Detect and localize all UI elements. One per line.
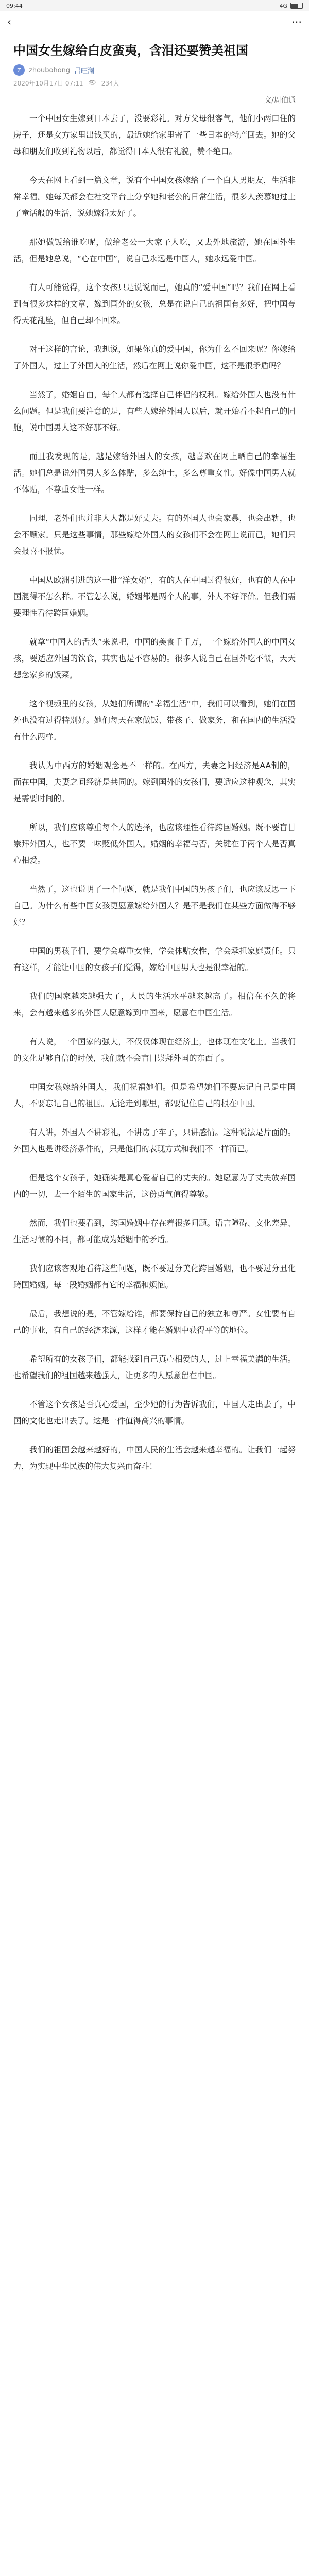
article-paragraph: 中国从欧洲引进的这一批“洋女婿”，有的人在中国过得很好，也有的人在中国混得不怎么样。不管怎么说，婚姻都是两个人的事，外人不好评价。但我们需要理性看待跨国婚姻。 <box>13 575 296 618</box>
publish-date: 2020年10月17日 07:11 <box>13 80 83 87</box>
article-paragraph: 但是这个女孩子，她确实是真心爱着自己的丈夫的。她愿意为了丈夫放弃国内的一切，去一个陌生的国家生活，这份勇气值得尊敬。 <box>13 1173 296 1199</box>
signal-indicator: 4G <box>279 2 287 9</box>
article-paragraph: 那她做饭给谁吃呢，做给老公一大家子人吃，又去外地旅游，她在国外生活，但是她总说，“心在中国”，说自己永远是中国人，她永远爱中国。 <box>13 238 296 263</box>
author-name[interactable]: zhoubohong <box>29 66 71 74</box>
article-paragraph: 然而，我们也要看到，跨国婚姻中存在着很多问题。语言障碍、文化差异、生活习惯的不同，都可能成为婚姻中的矛盾。 <box>13 1218 296 1244</box>
article-paragraph: 有人讲，外国人不讲彩礼，不讲房子车子，只讲感情。这种说法是片面的。外国人也是讲经济条件的，只是他们的表现方式和我们不一样而已。 <box>13 1128 296 1154</box>
article-paragraph: 当然了，婚姻自由，每个人都有选择自己伴侣的权利。嫁给外国人也没有什么问题。但是我们要注意的是，有些人嫁给外国人以后，就开始看不起自己的同胞，说中国男人这不好那不好。 <box>13 390 296 432</box>
article-paragraph: 而且我发现的是，越是嫁给外国人的女孩，越喜欢在网上晒自己的幸福生活。她们总是说外国男人多么体贴，多么绅士，多么尊重女性。好像中国男人就不体贴，不尊重女性一样。 <box>13 452 296 494</box>
article-paragraph: 所以，我们应该尊重每个人的选择，也应该理性看待跨国婚姻。既不要盲目崇拜外国人，也不要一味贬低外国人。婚姻的幸福与否，关键在于两个人是否真心相爱。 <box>13 823 296 865</box>
article-paragraph: 有人说，一个国家的强大，不仅仅体现在经济上，也体现在文化上。当我们的文化足够自信的时候，我们就不会盲目崇拜外国的东西了。 <box>13 1037 296 1063</box>
article-paragraph: 希望所有的女孩子们，都能找到自己真心相爱的人，过上幸福美满的生活。也希望我们的祖国越来越强大，让更多的人愿意留在中国。 <box>13 1354 296 1380</box>
view-count: 234人 <box>101 80 119 87</box>
top-nav-bar <box>0 11 309 32</box>
article-paragraph: 今天在网上看到一篇文章，说有个中国女孩嫁给了一个白人男朋友，生活非常幸福。她每天都会在社交平台上分享她和老公的日常生活，很多人羡慕她过上了童话般的生活，说她嫁得太好了。 <box>13 176 296 218</box>
article-paragraph: 这个视频里的女孩，从她们所谓的“幸福生活”中，我们可以看到，她们在国外也没有过得特别好。她们每天在家做饭、带孩子、做家务，和在国内的生活没有什么两样。 <box>13 699 296 741</box>
article-paragraph: 对于这样的言论，我想说，如果你真的爱中国，你为什么不回来呢？你嫁给了外国人，过上了外国人的生活，然后在网上说你爱中国，这不是很矛盾吗？ <box>13 345 296 370</box>
source-link[interactable]: 昌旺澜 <box>74 67 95 75</box>
article-meta-secondary <box>13 79 296 88</box>
battery-icon <box>290 3 303 9</box>
article-paragraph: 一个中国女生嫁到日本去了，没要彩礼。对方父母很客气，他们小两口住的房子，还是女方家里出钱买的，最近她给家里寄了一些日本的特产回去。她的父母和朋友们收到礼物以后，都觉得日本人很有礼貌，赞不绝口。 <box>13 114 296 156</box>
article-paragraph: 我们应该客观地看待这些问题，既不要过分美化跨国婚姻，也不要过分丑化跨国婚姻。每一段婚姻都有它的幸福和烦恼。 <box>13 1264 296 1290</box>
article-paragraph: 我们的国家越来越强大了，人民的生活水平越来越高了。相信在不久的将来，会有越来越多的外国人愿意嫁到中国来，愿意在中国生活。 <box>13 992 296 1018</box>
article-paragraph: 有人可能觉得，这个女孩只是说说而已，她真的“爱中国”吗？我们在网上看到有很多这样的文章，嫁到国外的女孩，总是在说自己的祖国有多好，把中国夸得天花乱坠，但自己却不回来。 <box>13 283 296 325</box>
article-paragraph: 中国的男孩子们，要学会尊重女性，学会体贴女性，学会承担家庭责任。只有这样，才能让中国的女孩子们觉得，嫁给中国男人也是很幸福的。 <box>13 946 296 972</box>
article-paragraph: 我认为中西方的婚姻观念是不一样的。在西方，夫妻之间经济是AA制的，而在中国，夫妻之间经济是共同的。嫁到国外的女孩们，要适应这种观念，其实是需要时间的。 <box>13 761 296 803</box>
article-meta <box>13 64 296 76</box>
footer-spacer <box>13 1487 296 1590</box>
status-right <box>279 3 303 9</box>
status-left <box>6 3 23 9</box>
article-content <box>0 32 309 1590</box>
article-paragraph: 最后，我想说的是，不管嫁给谁，都要保持自己的独立和尊严。女性要有自己的事业，有自己的经济来源，这样才能在婚姻中获得平等的地位。 <box>13 1309 296 1335</box>
eye-icon: 👁 <box>88 79 96 86</box>
article-paragraph: 我们的祖国会越来越好的，中国人民的生活会越来越幸福的。让我们一起努力，为实现中华民族的伟大复兴而奋斗！ <box>13 1445 296 1471</box>
article-paragraph: 同理，老外们也并非人人都是好丈夫。有的外国人也会家暴，也会出轨，也会不顾家。只是这些事情，那些嫁给外国人的女孩们不会在网上说而已，她们只会报喜不报忧。 <box>13 514 296 556</box>
back-arrow-icon[interactable]: ‹ <box>7 15 11 28</box>
byline: 文/周伯通 <box>264 96 296 105</box>
article-paragraph: 中国女孩嫁给外国人，我们祝福她们。但是希望她们不要忘记自己是中国人，不要忘记自己的祖国。无论走到哪里，都要记住自己的根在中国。 <box>13 1082 296 1108</box>
article-title: 中国女生嫁给白皮蛮夷，含泪还要赞美祖国 <box>13 43 248 58</box>
more-dots-icon[interactable]: ⋯ <box>291 15 302 28</box>
article-paragraph: 不管这个女孩是否真心爱国，至少她的行为告诉我们，中国人走出去了，中国的文化也走出去了。这是一件值得高兴的事情。 <box>13 1400 296 1426</box>
status-time: 09:44 <box>6 2 23 9</box>
article-body <box>13 110 296 1475</box>
article-paragraph: 就拿“中国人的舌头”来说吧，中国的美食千千万，一个嫁给外国人的中国女孩，要适应外国的饮食，其实也是不容易的。很多人说自己在国外吃不惯，天天想念家乡的饭菜。 <box>13 637 296 680</box>
author-avatar[interactable]: Z <box>13 64 25 76</box>
status-bar <box>0 0 309 11</box>
article-paragraph: 当然了，这也说明了一个问题，就是我们中国的男孩子们，也应该反思一下自己。为什么有些中国女孩更愿意嫁给外国人？是不是我们在某些方面做得不够好？ <box>13 885 296 927</box>
